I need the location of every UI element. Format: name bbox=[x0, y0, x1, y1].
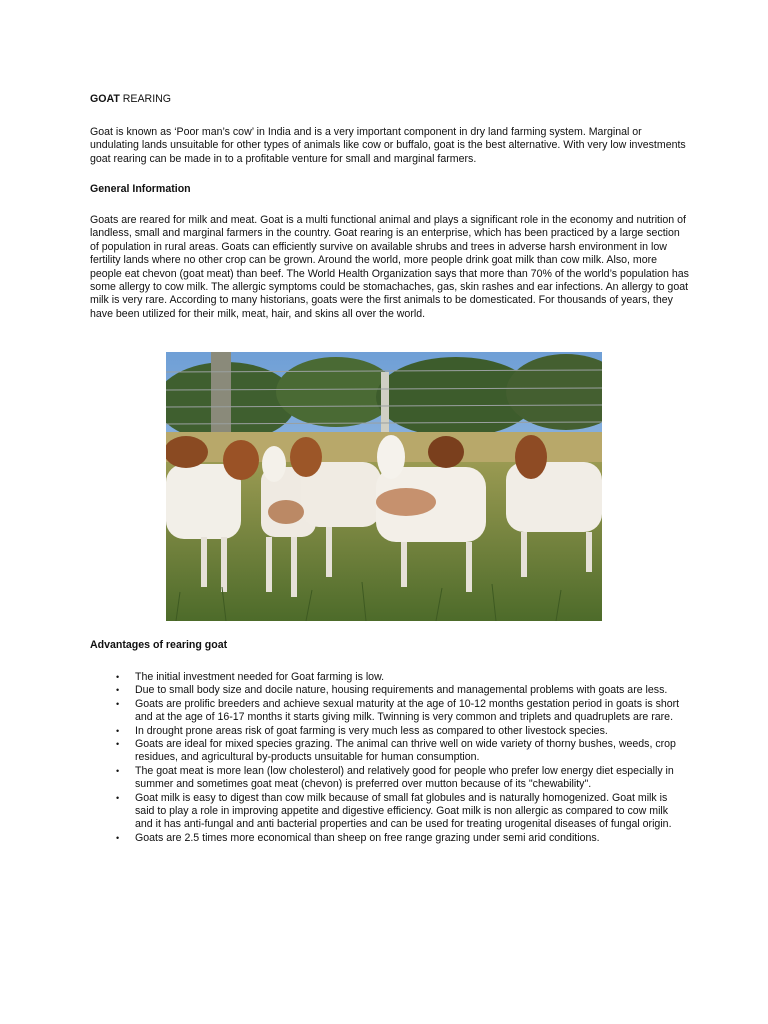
bullet-icon: • bbox=[116, 792, 120, 803]
advantages-list bbox=[90, 671, 680, 845]
list-item bbox=[90, 738, 680, 765]
document-title bbox=[90, 93, 171, 106]
general-info-paragraph: Goats are reared for milk and meat. Goat is a multi functional animal and plays a significant role in the economy and nutrition of landless, small and marginal farmers in the country. Goat rearing is an enterprise, which has been practiced by a large section of population in rural areas. Goats can efficiently survive on available shrubs and trees in adverse harsh environment in low fertility lands where no other crop can be grown. Around the world, more people drink goat milk than cow milk. Also, more people eat chevon (goat meat) than beef. The World Health Organization says that more than 70% of the world’s population has some allergy to cow milk. The allergic symptoms could be stomachaches, gas, skin rashes and ear infections. An allergy to goat milk is very rare. According to many historians, goats were the first animals to be domesticated. For thousands of years, they have been utilized for their milk, meat, hair, and skins all over the world. bbox=[90, 214, 689, 320]
bullet-icon: • bbox=[116, 739, 120, 750]
intro-paragraph: Goat is known as ‘Poor man’s cow’ in India and is a very important component in dry land farming system. Marginal or undulating lands unsuitable for other types of animals like cow or buffalo, goat is the best alternative. With very low investments goat rearing can be made in to a profitable venture for small and marginal farmers. bbox=[90, 126, 686, 165]
list-item-text: The initial investment needed for Goat farming is low. bbox=[135, 671, 385, 683]
bullet-icon: • bbox=[116, 832, 120, 843]
list-item bbox=[90, 671, 680, 684]
advantages-heading: Advantages of rearing goat bbox=[90, 639, 228, 651]
list-item-text: The goat meat is more lean (low cholesterol) and relatively good for people who prefer low energy diet especially in summer and sometimes goat meat (chevon) is preferred over mutton because of its "chewability". bbox=[135, 764, 674, 791]
bullet-icon: • bbox=[116, 685, 120, 696]
bullet-icon: • bbox=[116, 672, 120, 682]
list-item bbox=[90, 832, 680, 845]
bullet-icon: • bbox=[116, 765, 120, 776]
list-item bbox=[90, 698, 680, 725]
bullet-icon: • bbox=[116, 698, 120, 709]
list-item-text: Goats are prolific breeders and achieve sexual maturity at the age of 10-12 months gestation period in goats is short and at the age of 16-17 months it starts giving milk. Twinning is very common and triplets and quadruplets are rare. bbox=[135, 697, 680, 724]
list-item-text: Goats are 2.5 times more economical than sheep on free range grazing under semi arid conditions. bbox=[135, 831, 600, 844]
bullet-icon: • bbox=[116, 725, 120, 736]
list-item-text: In drought prone areas risk of goat farming is very much less as compared to other livestock species. bbox=[135, 724, 608, 737]
list-item-text: Due to small body size and docile nature, housing requirements and managemental problems with goats are less. bbox=[135, 684, 668, 697]
list-item bbox=[90, 725, 680, 738]
title-bold: GOAT bbox=[90, 93, 120, 105]
title-rest: REARING bbox=[119, 93, 172, 105]
list-item-text: Goats are ideal for mixed species grazing. The animal can thrive well on wide variety of thorny bushes, weeds, crop residues, and agricultural by-products unsuitable for human consumption. bbox=[135, 738, 676, 764]
list-item bbox=[90, 765, 680, 792]
list-item-text: Goat milk is easy to digest than cow milk because of small fat globules and is naturally homogenized. Goat milk is said to play a role in improving appetite and digestive efficiency. Goat milk is non allergic as compared to cow milk and it has anti-fungal and anti bacterial properties and can be used for treating urogenital diseases of fungal origin. bbox=[135, 791, 672, 831]
goats-photo bbox=[166, 352, 602, 621]
list-item bbox=[90, 792, 680, 832]
general-info-heading: General Information bbox=[90, 183, 191, 195]
list-item bbox=[90, 684, 680, 697]
